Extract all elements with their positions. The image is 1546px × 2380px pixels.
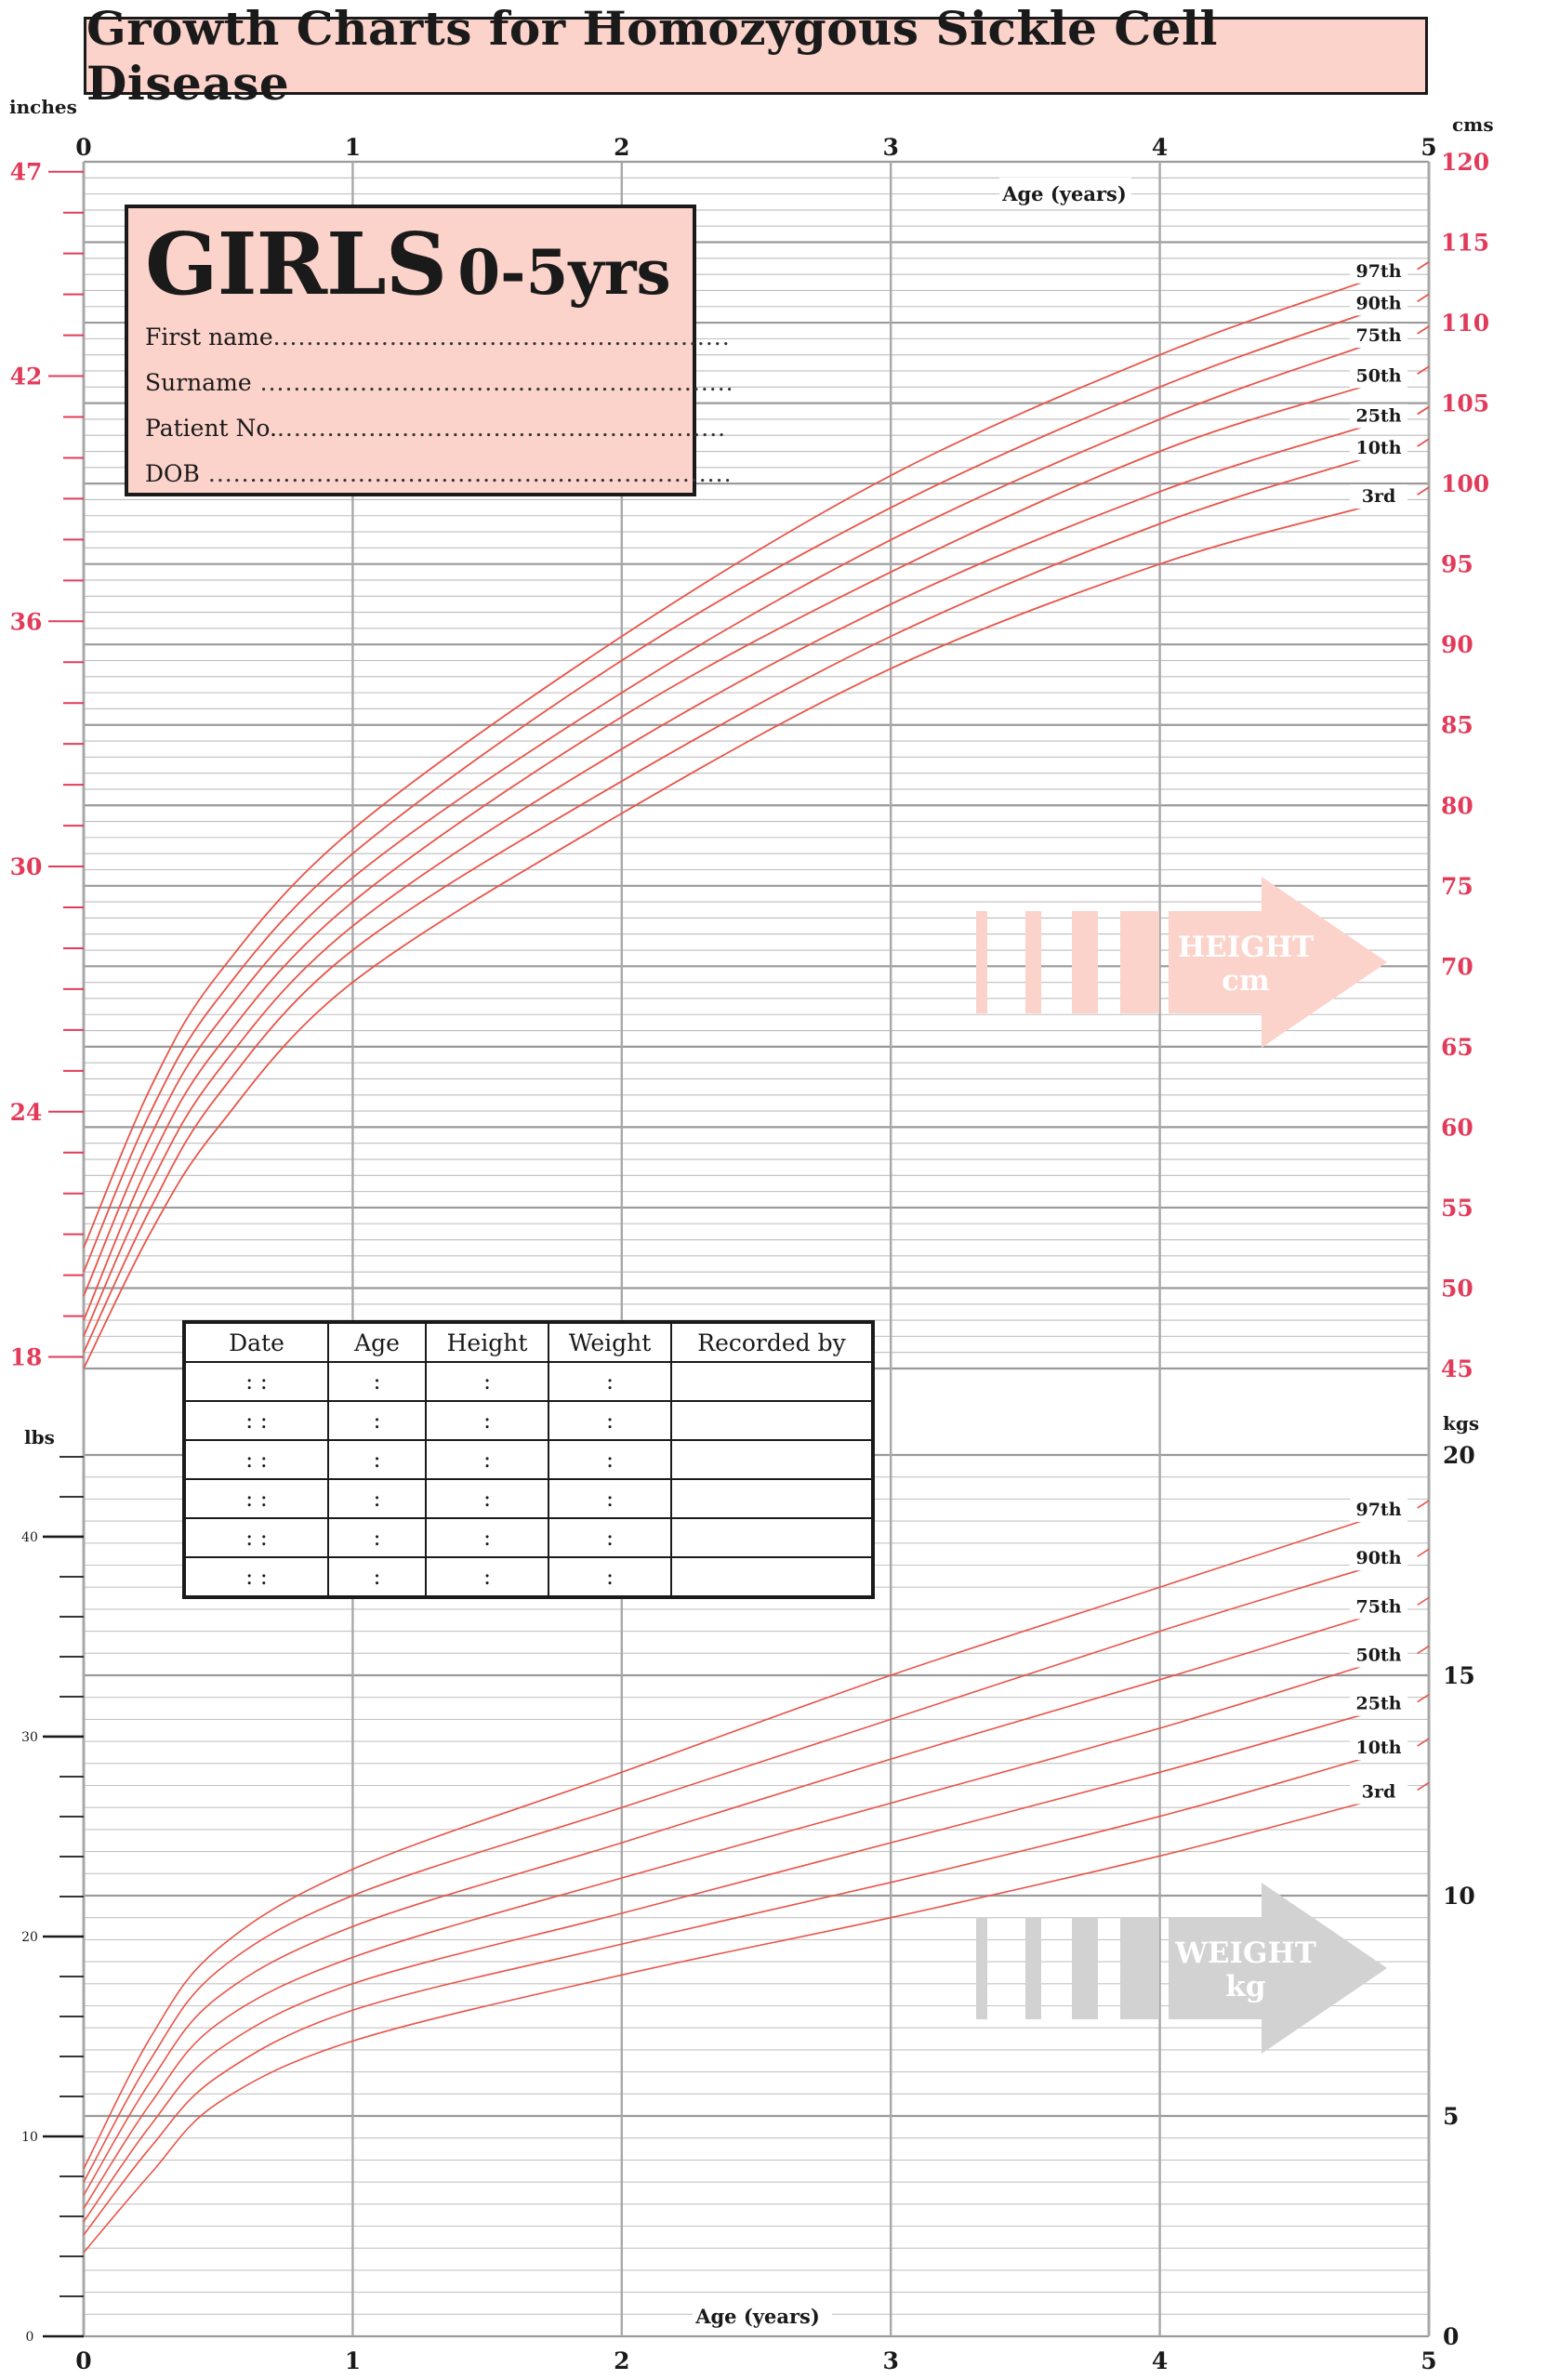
- inch-tick-label: 36: [9, 608, 43, 636]
- height-cell[interactable]: :: [426, 1518, 548, 1557]
- arrows: [976, 877, 1387, 2054]
- percentile-curve-75th: [84, 1618, 1362, 2195]
- cm-tick-label: 70: [1441, 953, 1473, 981]
- patient-no-field[interactable]: [145, 405, 727, 451]
- percentile-curve-end: [1418, 326, 1429, 334]
- patient-box-heading: [145, 214, 676, 314]
- dob-field[interactable]: [145, 451, 733, 496]
- cm-tick-label: 75: [1441, 872, 1473, 900]
- inch-tick-label: 24: [9, 1098, 43, 1126]
- recorded-by-cell[interactable]: [671, 1557, 873, 1597]
- kg-tick-label: 15: [1443, 1662, 1475, 1689]
- kg-tick-label: 5: [1443, 2103, 1460, 2130]
- arrow-bar: [1120, 1917, 1159, 2019]
- percentile-curve-end: [1418, 1646, 1429, 1654]
- weight-cell[interactable]: :: [548, 1401, 671, 1440]
- recorded-by-cell[interactable]: [671, 1479, 873, 1518]
- percentile-curve-90th: [84, 1569, 1362, 2182]
- surname-label: Surname: [145, 369, 252, 396]
- cm-tick-label: 60: [1441, 1114, 1473, 1142]
- height-cell[interactable]: :: [426, 1401, 548, 1440]
- height-cell[interactable]: :: [426, 1557, 548, 1597]
- x-axis-title-top: Age (years): [1002, 182, 1127, 205]
- age-range-heading: 0-5yrs: [457, 236, 671, 309]
- percentile-label: 97th: [1355, 1500, 1402, 1521]
- patient-no-label: Patient No.: [145, 415, 277, 442]
- sex-heading: GIRLS: [145, 214, 447, 314]
- lb-tick-label: 10: [21, 2129, 38, 2145]
- table-row: [184, 1557, 873, 1597]
- date-cell[interactable]: : :: [184, 1362, 328, 1401]
- dotted-line: .......................................................: [272, 324, 731, 350]
- chart-title-banner: [84, 1, 1428, 111]
- header-height: Height: [426, 1322, 548, 1362]
- age-cell[interactable]: :: [328, 1518, 426, 1557]
- date-cell[interactable]: : :: [184, 1479, 328, 1518]
- dob-label: DOB: [145, 460, 200, 487]
- header-date: Date: [184, 1322, 328, 1362]
- dotted-line: ......................................................: [276, 415, 727, 442]
- date-cell[interactable]: : :: [184, 1401, 328, 1440]
- first-name-label: First name: [145, 324, 273, 350]
- age-tick-label-top: 4: [1151, 134, 1169, 161]
- cm-tick-label: 45: [1441, 1355, 1473, 1382]
- cm-tick-label: 55: [1441, 1194, 1473, 1222]
- patient-info-box: [125, 205, 734, 496]
- height-cell[interactable]: :: [426, 1479, 548, 1518]
- percentile-curve-end: [1418, 487, 1429, 495]
- weight-cell[interactable]: :: [548, 1557, 671, 1597]
- arrow-bar: [976, 1917, 987, 2019]
- percentile-curve-end: [1418, 1739, 1429, 1746]
- kg-tick-label: 20: [1443, 1442, 1475, 1469]
- cm-tick-label: 105: [1441, 390, 1490, 417]
- cm-tick-label: 90: [1441, 631, 1473, 659]
- height-cell[interactable]: :: [426, 1362, 548, 1401]
- percentile-label: 3rd: [1361, 486, 1396, 508]
- x-axis-title-bottom: Age (years): [695, 2305, 820, 2328]
- percentile-curve-end: [1418, 1501, 1429, 1508]
- age-cell[interactable]: :: [328, 1479, 426, 1518]
- weight-cell[interactable]: :: [548, 1518, 671, 1557]
- percentile-label: 90th: [1355, 1548, 1402, 1569]
- table-row: [184, 1440, 873, 1479]
- percentile-label: 90th: [1355, 293, 1402, 314]
- percentile-label: 50th: [1355, 1645, 1402, 1666]
- measurement-record-table: [182, 1320, 875, 1599]
- recorded-by-cell[interactable]: [671, 1401, 873, 1440]
- cm-tick-label: 115: [1441, 229, 1490, 257]
- percentile-curve-end: [1418, 262, 1429, 270]
- percentile-curve-end: [1418, 439, 1429, 446]
- axis-title-inches: inches: [9, 96, 77, 118]
- cm-tick-label: 50: [1441, 1275, 1473, 1302]
- chart-title: Growth Charts for Homozygous Sickle Cell Disease: [86, 1, 1218, 111]
- percentile-curve-end: [1418, 1695, 1429, 1702]
- age-tick-label-top: 1: [344, 134, 362, 161]
- age-tick-label-top: 3: [882, 134, 899, 161]
- weight-cell[interactable]: :: [548, 1362, 671, 1401]
- percentile-label: 75th: [1355, 325, 1402, 347]
- percentile-curve-end: [1418, 1549, 1429, 1556]
- cm-tick-label: 80: [1441, 792, 1473, 820]
- header-age: Age: [328, 1322, 426, 1362]
- cm-tick-label: 65: [1441, 1033, 1473, 1061]
- percentile-label: 3rd: [1361, 1781, 1396, 1803]
- age-tick-label-bottom: 0: [75, 2347, 92, 2374]
- kg-tick-label: 0: [1443, 2323, 1460, 2350]
- cm-tick-label: 100: [1441, 470, 1490, 498]
- arrow-label: kg: [1225, 1970, 1266, 2003]
- dotted-line: ...............................................................: [199, 460, 733, 487]
- percentile-curve-end: [1418, 366, 1429, 374]
- age-tick-label-bottom: 5: [1420, 2347, 1437, 2374]
- inch-tick-label: 42: [9, 363, 43, 390]
- lb-tick-label: 40: [21, 1529, 38, 1545]
- date-cell[interactable]: : :: [184, 1440, 328, 1479]
- percentile-label: 10th: [1355, 1738, 1402, 1759]
- percentile-curve-end: [1418, 294, 1429, 301]
- age-cell[interactable]: :: [328, 1440, 426, 1479]
- age-tick-label-bottom: 3: [882, 2347, 899, 2374]
- weight-cell[interactable]: :: [548, 1440, 671, 1479]
- surname-field[interactable]: [145, 360, 734, 405]
- lb-tick-label: 20: [21, 1929, 38, 1945]
- axis-title-lbs: lbs: [24, 1426, 55, 1448]
- age-tick-label-bottom: 1: [344, 2347, 362, 2374]
- arrow-bar: [1120, 911, 1159, 1013]
- age-cell[interactable]: :: [328, 1401, 426, 1440]
- date-cell[interactable]: : :: [184, 1557, 328, 1597]
- arrow-bar: [1072, 911, 1098, 1013]
- age-tick-label-top: 5: [1420, 134, 1437, 161]
- lb-tick-label: 0: [25, 2330, 34, 2345]
- table-row: [184, 1401, 873, 1440]
- percentile-curve-10th: [84, 459, 1362, 1352]
- arrow-bar: [976, 911, 987, 1013]
- percentile-curve-end: [1418, 407, 1429, 415]
- date-cell[interactable]: : :: [184, 1518, 328, 1557]
- age-tick-label-top: 0: [75, 134, 92, 161]
- inch-tick-label: 30: [9, 853, 43, 881]
- table-row: [184, 1518, 873, 1557]
- percentile-curve-end: [1418, 1782, 1429, 1790]
- table-row: [184, 1479, 873, 1518]
- arrow-bar: [1072, 1917, 1098, 2019]
- percentile-curve-end: [1418, 1597, 1429, 1605]
- height-cell[interactable]: :: [426, 1440, 548, 1479]
- table-header-row: [184, 1322, 873, 1362]
- percentile-label: 75th: [1355, 1596, 1402, 1618]
- lb-tick-label: 30: [21, 1729, 38, 1745]
- axis-title-cms: cms: [1452, 113, 1494, 136]
- arrow-label: HEIGHT: [1177, 931, 1315, 964]
- percentile-label: 10th: [1355, 438, 1402, 459]
- arrow-label: WEIGHT: [1175, 1937, 1316, 1970]
- cm-tick-label: 120: [1441, 149, 1490, 176]
- age-cell[interactable]: :: [328, 1557, 426, 1597]
- age-tick-label-bottom: 2: [614, 2347, 630, 2374]
- arrow-label: cm: [1222, 964, 1270, 998]
- arrow-bar: [1025, 1917, 1041, 2019]
- age-tick-label-bottom: 4: [1151, 2347, 1169, 2374]
- recorded-by-cell[interactable]: [671, 1362, 873, 1401]
- dotted-line: .........................................................: [251, 369, 734, 396]
- header-weight: Weight: [548, 1322, 671, 1362]
- age-cell[interactable]: :: [328, 1362, 426, 1401]
- percentile-label: 97th: [1355, 260, 1402, 282]
- inch-tick-label: 47: [9, 158, 43, 186]
- header-recorded-by: Recorded by: [671, 1322, 873, 1362]
- inch-tick-label: 18: [9, 1343, 43, 1371]
- percentile-label: 25th: [1355, 1693, 1402, 1714]
- percentile-label: 25th: [1355, 405, 1402, 427]
- age-tick-label-top: 2: [614, 134, 630, 161]
- first-name-field[interactable]: [145, 314, 731, 360]
- recorded-by-cell[interactable]: [671, 1518, 873, 1557]
- weight-cell[interactable]: :: [548, 1479, 671, 1518]
- recorded-by-cell[interactable]: [671, 1440, 873, 1479]
- arrow-bar: [1025, 911, 1041, 1013]
- kg-tick-label: 10: [1443, 1883, 1475, 1910]
- cm-tick-label: 85: [1441, 711, 1473, 739]
- table-row: [184, 1362, 873, 1401]
- axes: [43, 172, 84, 2336]
- cm-tick-label: 110: [1441, 310, 1490, 337]
- percentile-label: 50th: [1355, 365, 1402, 387]
- cm-tick-label: 95: [1441, 550, 1473, 578]
- axis-title-kgs: kgs: [1443, 1412, 1480, 1435]
